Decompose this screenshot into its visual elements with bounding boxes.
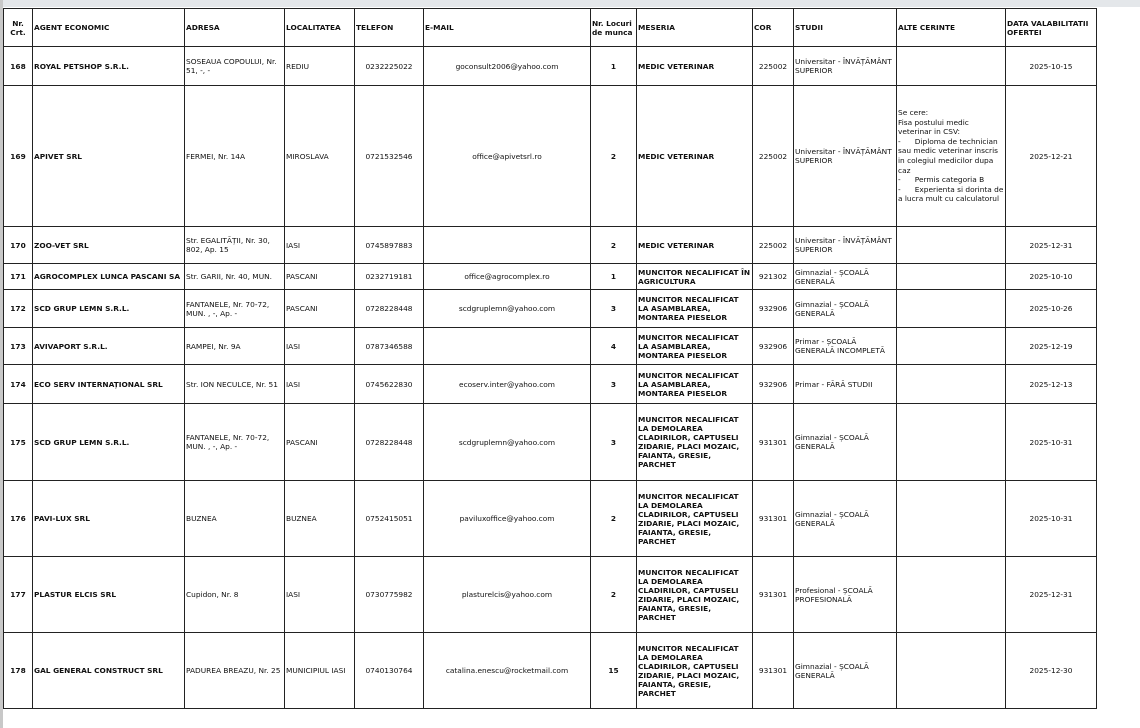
- cell-email[interactable]: [424, 227, 591, 264]
- cell-alte-cerinte: Se cere: Fisa postului medic veterinar in CSV: - Diploma de technician sau medic veterinar inscris in colegiul medicilor dupa caz - Permis categoria B - Experienta si dorinta de a lucra mult cu calculatorul: [897, 86, 1006, 227]
- cell-cor: 931301: [753, 633, 794, 709]
- cell-nr-locuri: 3: [591, 404, 637, 481]
- cell-localitatea: REDIU: [285, 47, 355, 86]
- cell-studii: Gimnazial - ȘCOALĂ GENERALĂ: [794, 264, 897, 290]
- header-email: E-MAIL: [424, 9, 591, 47]
- job-offers-table: [3, 8, 1097, 709]
- cell-data-valabilitatii: 2025-12-13: [1006, 365, 1097, 404]
- cell-alte-cerinte: [897, 365, 1006, 404]
- table-row: [4, 227, 1097, 264]
- cell-agent-economic: PAVI-LUX SRL: [33, 481, 185, 557]
- cell-alte-cerinte: [897, 404, 1006, 481]
- cell-agent-economic: APIVET SRL: [33, 86, 185, 227]
- cell-telefon: 0232225022: [355, 47, 424, 86]
- cell-localitatea: IASI: [285, 365, 355, 404]
- cell-alte-cerinte: [897, 633, 1006, 709]
- cell-localitatea: IASI: [285, 557, 355, 633]
- cell-nr-crt: 169: [4, 86, 33, 227]
- cell-email[interactable]: scdgruplemn@yahoo.com: [424, 290, 591, 328]
- cell-localitatea: MUNICIPIUL IASI: [285, 633, 355, 709]
- cell-email[interactable]: catalina.enescu@rocketmail.com: [424, 633, 591, 709]
- cell-cor: 225002: [753, 47, 794, 86]
- header-adresa: ADRESA: [185, 9, 285, 47]
- cell-telefon: 0787346588: [355, 328, 424, 365]
- header-studii: STUDII: [794, 9, 897, 47]
- cell-localitatea: IASI: [285, 328, 355, 365]
- cell-agent-economic: ECO SERV INTERNAȚIONAL SRL: [33, 365, 185, 404]
- cell-meseria: MUNCITOR NECALIFICAT LA DEMOLAREA CLADIRILOR, CAPTUSELI ZIDARIE, PLACI MOZAIC, FAIANTA, GRESIE, PARCHET: [637, 633, 753, 709]
- page-top-margin: [0, 0, 1140, 7]
- cell-meseria: MUNCITOR NECALIFICAT LA DEMOLAREA CLADIRILOR, CAPTUSELI ZIDARIE, PLACI MOZAIC, FAIANTA, GRESIE, PARCHET: [637, 481, 753, 557]
- cell-nr-crt: 173: [4, 328, 33, 365]
- cell-alte-cerinte: [897, 481, 1006, 557]
- table-row: [4, 86, 1097, 227]
- cell-studii: Gimnazial - ȘCOALĂ GENERALĂ: [794, 633, 897, 709]
- cell-cor: 921302: [753, 264, 794, 290]
- cell-email[interactable]: paviluxoffice@yahoo.com: [424, 481, 591, 557]
- cell-adresa: SOSEAUA COPOULUI, Nr. 51, -, -: [185, 47, 285, 86]
- cell-nr-locuri: 2: [591, 227, 637, 264]
- cell-localitatea: PASCANI: [285, 290, 355, 328]
- cell-studii: Profesional - ȘCOALĂ PROFESIONALĂ: [794, 557, 897, 633]
- cell-data-valabilitatii: 2025-12-31: [1006, 227, 1097, 264]
- cell-agent-economic: AVIVAPORT S.R.L.: [33, 328, 185, 365]
- cell-nr-crt: 170: [4, 227, 33, 264]
- cell-agent-economic: PLASTUR ELCIS SRL: [33, 557, 185, 633]
- cell-agent-economic: GAL GENERAL CONSTRUCT SRL: [33, 633, 185, 709]
- cell-data-valabilitatii: 2025-12-30: [1006, 633, 1097, 709]
- cell-cor: 225002: [753, 86, 794, 227]
- cell-nr-crt: 174: [4, 365, 33, 404]
- cell-studii: Universitar - ÎNVĂȚĂMÂNT SUPERIOR: [794, 47, 897, 86]
- cell-data-valabilitatii: 2025-10-31: [1006, 404, 1097, 481]
- header-cor: COR: [753, 9, 794, 47]
- cell-data-valabilitatii: 2025-12-31: [1006, 557, 1097, 633]
- cell-nr-locuri: 2: [591, 86, 637, 227]
- cell-nr-locuri: 1: [591, 264, 637, 290]
- cell-meseria: MEDIC VETERINAR: [637, 227, 753, 264]
- cell-nr-locuri: 4: [591, 328, 637, 365]
- header-alte-cerinte: ALTE CERINTE: [897, 9, 1006, 47]
- cell-cor: 932906: [753, 365, 794, 404]
- cell-studii: Primar - FĂRĂ STUDII: [794, 365, 897, 404]
- cell-meseria: MUNCITOR NECALIFICAT LA ASAMBLAREA, MONTAREA PIESELOR: [637, 290, 753, 328]
- table-row: [4, 633, 1097, 709]
- cell-adresa: RAMPEI, Nr. 9A: [185, 328, 285, 365]
- cell-alte-cerinte: [897, 264, 1006, 290]
- cell-telefon: 0745622830: [355, 365, 424, 404]
- cell-adresa: Str. EGALITĂȚII, Nr. 30, 802, Ap. 15: [185, 227, 285, 264]
- cell-alte-cerinte: [897, 290, 1006, 328]
- cell-adresa: FERMEI, Nr. 14A: [185, 86, 285, 227]
- cell-email[interactable]: [424, 328, 591, 365]
- cell-agent-economic: ZOO-VET SRL: [33, 227, 185, 264]
- cell-nr-crt: 177: [4, 557, 33, 633]
- cell-nr-locuri: 1: [591, 47, 637, 86]
- cell-cor: 931301: [753, 557, 794, 633]
- cell-nr-crt: 175: [4, 404, 33, 481]
- cell-data-valabilitatii: 2025-10-10: [1006, 264, 1097, 290]
- header-nr-locuri: Nr. Locuri de munca: [591, 9, 637, 47]
- cell-alte-cerinte: [897, 557, 1006, 633]
- table-row: [4, 404, 1097, 481]
- cell-studii: Gimnazial - ȘCOALĂ GENERALĂ: [794, 404, 897, 481]
- cell-adresa: Cupidon, Nr. 8: [185, 557, 285, 633]
- cell-alte-cerinte: [897, 328, 1006, 365]
- cell-nr-locuri: 2: [591, 557, 637, 633]
- cell-telefon: 0728228448: [355, 290, 424, 328]
- cell-meseria: MUNCITOR NECALIFICAT ÎN AGRICULTURA: [637, 264, 753, 290]
- header-telefon: TELEFON: [355, 9, 424, 47]
- cell-data-valabilitatii: 2025-10-26: [1006, 290, 1097, 328]
- cell-meseria: MUNCITOR NECALIFICAT LA DEMOLAREA CLADIRILOR, CAPTUSELI ZIDARIE, PLACI MOZAIC, FAIANTA, GRESIE, PARCHET: [637, 404, 753, 481]
- cell-alte-cerinte: [897, 47, 1006, 86]
- cell-telefon: 0728228448: [355, 404, 424, 481]
- cell-agent-economic: ROYAL PETSHOP S.R.L.: [33, 47, 185, 86]
- cell-data-valabilitatii: 2025-10-31: [1006, 481, 1097, 557]
- table-row: [4, 557, 1097, 633]
- cell-email[interactable]: office@agrocomplex.ro: [424, 264, 591, 290]
- header-agent-economic: AGENT ECONOMIC: [33, 9, 185, 47]
- cell-telefon: 0721532546: [355, 86, 424, 227]
- cell-nr-crt: 172: [4, 290, 33, 328]
- table-row: [4, 47, 1097, 86]
- cell-email[interactable]: plasturelcis@yahoo.com: [424, 557, 591, 633]
- cell-cor: 932906: [753, 328, 794, 365]
- cell-studii: Universitar - ÎNVĂȚĂMÂNT SUPERIOR: [794, 227, 897, 264]
- cell-adresa: FANTANELE, Nr. 70-72, MUN. , -, Ap. -: [185, 290, 285, 328]
- cell-localitatea: BUZNEA: [285, 481, 355, 557]
- table-row: [4, 290, 1097, 328]
- cell-studii: Gimnazial - ȘCOALĂ GENERALĂ: [794, 481, 897, 557]
- cell-meseria: MEDIC VETERINAR: [637, 47, 753, 86]
- cell-meseria: MUNCITOR NECALIFICAT LA ASAMBLAREA, MONTAREA PIESELOR: [637, 328, 753, 365]
- cell-studii: Primar - ȘCOALĂ GENERALĂ INCOMPLETĂ: [794, 328, 897, 365]
- header-nr-crt: Nr. Crt.: [4, 9, 33, 47]
- cell-localitatea: IASI: [285, 227, 355, 264]
- table-row: [4, 481, 1097, 557]
- table-row: [4, 365, 1097, 404]
- table-row: [4, 328, 1097, 365]
- cell-agent-economic: SCD GRUP LEMN S.R.L.: [33, 404, 185, 481]
- cell-telefon: 0730775982: [355, 557, 424, 633]
- cell-nr-locuri: 2: [591, 481, 637, 557]
- cell-data-valabilitatii: 2025-10-15: [1006, 47, 1097, 86]
- header-data-valabilitatii: DATA VALABILITATII OFERTEI: [1006, 9, 1097, 47]
- cell-adresa: Str. GARII, Nr. 40, MUN.: [185, 264, 285, 290]
- cell-telefon: 0745897883: [355, 227, 424, 264]
- cell-telefon: 0232719181: [355, 264, 424, 290]
- cell-nr-locuri: 15: [591, 633, 637, 709]
- cell-localitatea: PASCANI: [285, 404, 355, 481]
- cell-cor: 931301: [753, 481, 794, 557]
- cell-studii: Universitar - ÎNVĂȚĂMÂNT SUPERIOR: [794, 86, 897, 227]
- cell-localitatea: MIROSLAVA: [285, 86, 355, 227]
- header-meseria: MESERIA: [637, 9, 753, 47]
- cell-studii: Gimnazial - ȘCOALĂ GENERALĂ: [794, 290, 897, 328]
- cell-meseria: MEDIC VETERINAR: [637, 86, 753, 227]
- cell-adresa: BUZNEA: [185, 481, 285, 557]
- cell-nr-crt: 168: [4, 47, 33, 86]
- cell-agent-economic: SCD GRUP LEMN S.R.L.: [33, 290, 185, 328]
- cell-email[interactable]: goconsult2006@yahoo.com: [424, 47, 591, 86]
- cell-alte-cerinte: [897, 227, 1006, 264]
- header-localitatea: LOCALITATEA: [285, 9, 355, 47]
- cell-cor: 932906: [753, 290, 794, 328]
- header-row: [4, 9, 1097, 47]
- cell-data-valabilitatii: 2025-12-21: [1006, 86, 1097, 227]
- cell-nr-locuri: 3: [591, 290, 637, 328]
- cell-adresa: PADUREA BREAZU, Nr. 25: [185, 633, 285, 709]
- cell-data-valabilitatii: 2025-12-19: [1006, 328, 1097, 365]
- cell-email[interactable]: ecoserv.inter@yahoo.com: [424, 365, 591, 404]
- cell-email[interactable]: scdgruplemn@yahoo.com: [424, 404, 591, 481]
- cell-localitatea: PASCANI: [285, 264, 355, 290]
- table-row: [4, 264, 1097, 290]
- cell-nr-locuri: 3: [591, 365, 637, 404]
- cell-nr-crt: 171: [4, 264, 33, 290]
- cell-telefon: 0752415051: [355, 481, 424, 557]
- cell-cor: 225002: [753, 227, 794, 264]
- cell-meseria: MUNCITOR NECALIFICAT LA ASAMBLAREA, MONTAREA PIESELOR: [637, 365, 753, 404]
- cell-agent-economic: AGROCOMPLEX LUNCA PASCANI SA: [33, 264, 185, 290]
- cell-meseria: MUNCITOR NECALIFICAT LA DEMOLAREA CLADIRILOR, CAPTUSELI ZIDARIE, PLACI MOZAIC, FAIANTA, GRESIE, PARCHET: [637, 557, 753, 633]
- cell-telefon: 0740130764: [355, 633, 424, 709]
- cell-nr-crt: 176: [4, 481, 33, 557]
- cell-email[interactable]: office@apivetsrl.ro: [424, 86, 591, 227]
- cell-nr-crt: 178: [4, 633, 33, 709]
- cell-adresa: FANTANELE, Nr. 70-72, MUN. , -, Ap. -: [185, 404, 285, 481]
- cell-cor: 931301: [753, 404, 794, 481]
- cell-adresa: Str. ION NECULCE, Nr. 51: [185, 365, 285, 404]
